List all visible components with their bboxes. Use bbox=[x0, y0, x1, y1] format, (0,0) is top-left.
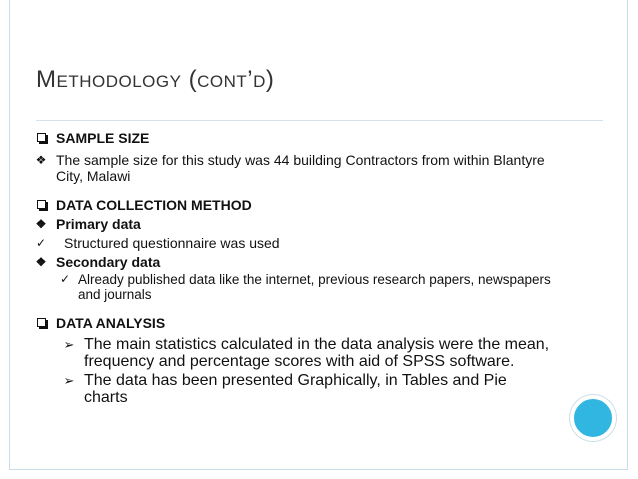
secondary-data-item bbox=[34, 272, 554, 302]
heading-text: SAMPLE SIZE bbox=[56, 130, 150, 146]
check-icon: ✓ bbox=[59, 272, 71, 286]
section-heading-data-analysis bbox=[34, 315, 554, 331]
section-heading-data-collection bbox=[34, 197, 554, 213]
arrow-bullet-icon: ➢ bbox=[63, 373, 75, 388]
heading-text: DATA COLLECTION METHOD bbox=[56, 197, 252, 213]
slide-content bbox=[34, 127, 554, 406]
item-text: Already published data like the internet, previous research papers, newspapers and journals bbox=[78, 272, 551, 302]
heading-text: DATA ANALYSIS bbox=[56, 315, 166, 331]
check-icon: ✓ bbox=[35, 236, 47, 250]
slide-title: Methodology (cont’d) bbox=[36, 66, 275, 93]
box-bullet-icon bbox=[34, 315, 48, 331]
section-heading-sample-size bbox=[34, 130, 554, 146]
box-bullet-icon bbox=[34, 197, 48, 213]
diamond-bullet-icon: ❖ bbox=[35, 255, 47, 269]
sample-size-text bbox=[34, 152, 554, 184]
arrow-bullet-icon: ➢ bbox=[63, 337, 75, 352]
item-text: Structured questionnaire was used bbox=[64, 235, 280, 251]
primary-data-item bbox=[34, 235, 554, 251]
diamond-bullet-icon: ❖ bbox=[35, 217, 47, 231]
diamond-bullet-icon: ❖ bbox=[35, 153, 47, 167]
analysis-item bbox=[34, 336, 554, 370]
title-divider bbox=[36, 120, 603, 121]
label-text: Primary data bbox=[56, 216, 141, 232]
box-bullet-icon bbox=[34, 130, 48, 146]
secondary-data-label bbox=[34, 254, 554, 270]
item-text: The data has been presented Graphically, in Tables and Pie charts bbox=[84, 372, 507, 406]
accent-circle bbox=[570, 395, 616, 441]
analysis-item bbox=[34, 372, 554, 406]
primary-data-label bbox=[34, 216, 554, 232]
body-text: The sample size for this study was 44 building Contractors from within Blantyre City, Malawi bbox=[56, 152, 545, 184]
label-text: Secondary data bbox=[56, 254, 161, 270]
item-text: The main statistics calculated in the data analysis were the mean, frequency and percentage scores with aid of SPSS software. bbox=[84, 336, 550, 370]
